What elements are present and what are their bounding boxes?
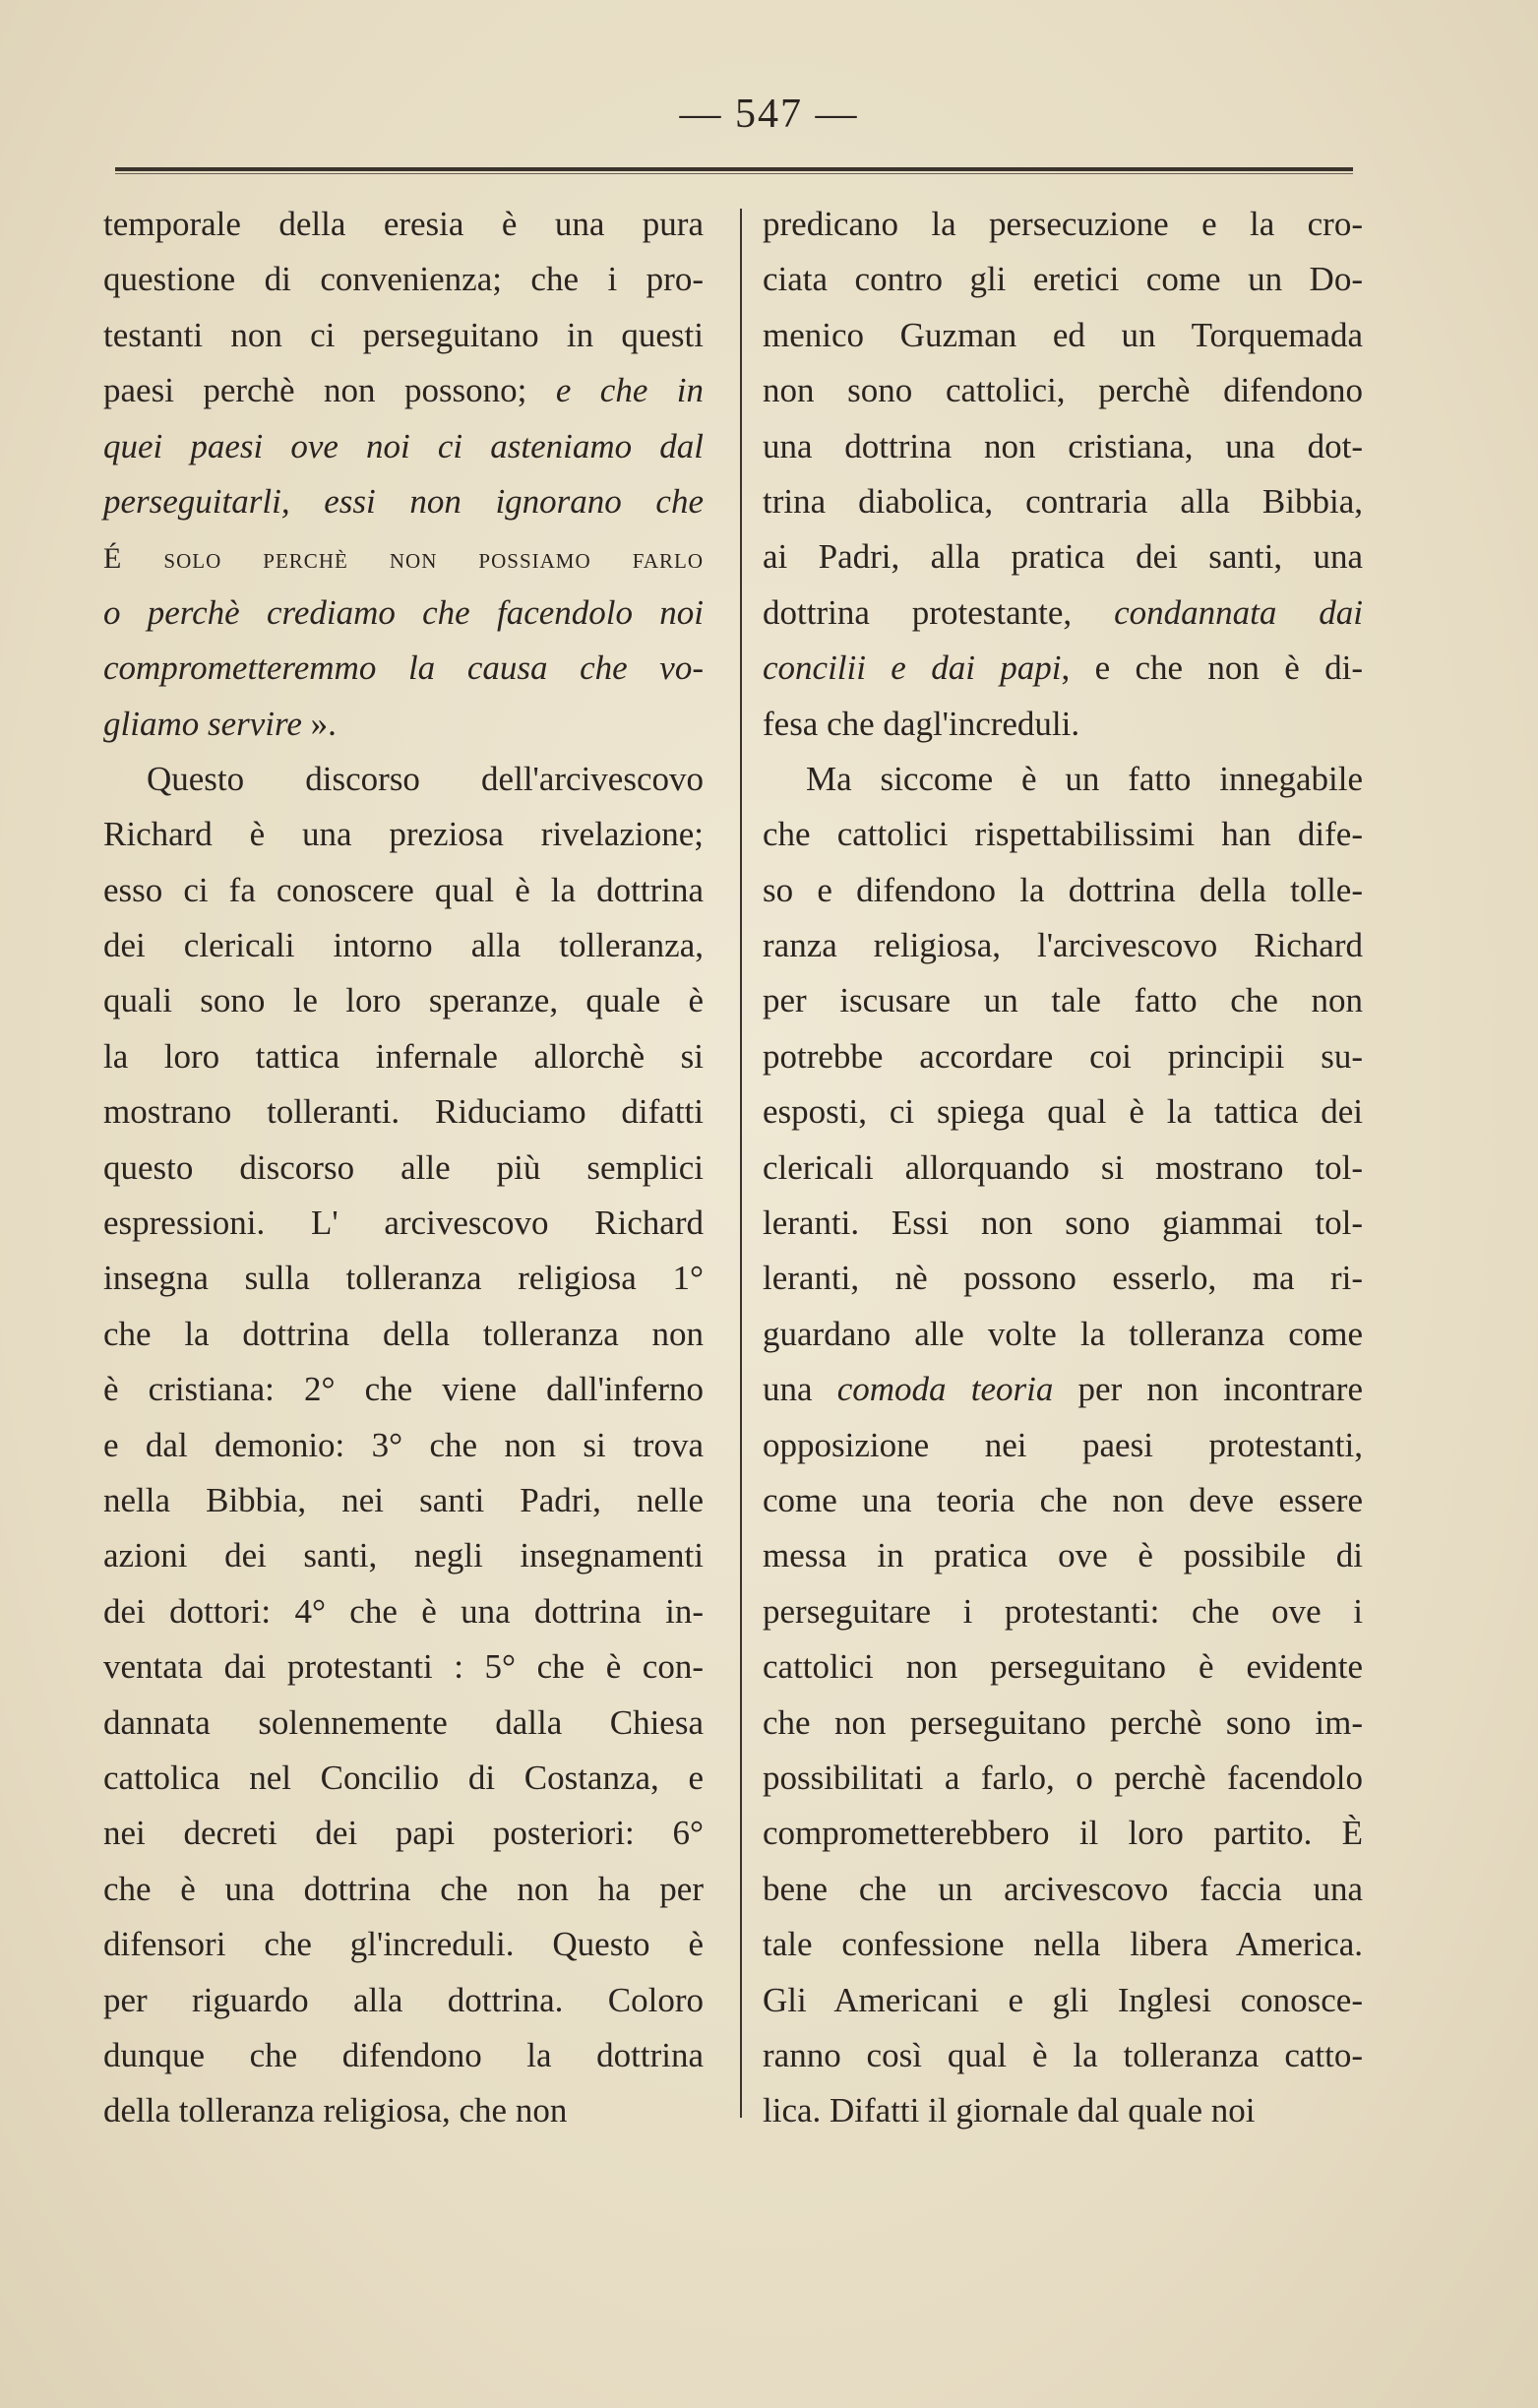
text-line [763, 697, 1363, 752]
text-line [103, 474, 704, 529]
text-segment: dunque che difendono la dottrina [103, 2035, 704, 2074]
text-line [763, 1473, 1363, 1528]
text-line [763, 197, 1363, 252]
text-line [763, 1528, 1363, 1583]
text-segment: dei dottori: 4° che è una dottrina in- [103, 1591, 704, 1631]
text-segment: una [763, 1370, 837, 1409]
right-column [763, 197, 1363, 2139]
text-segment: Questo discorso dell'arcivescovo [147, 759, 704, 798]
text-line [763, 1639, 1363, 1695]
text-line [763, 1084, 1363, 1140]
text-segment: dei clericali intorno alla tolleranza, [103, 926, 704, 965]
text-line [103, 973, 704, 1028]
text-line [103, 1307, 704, 1362]
text-line [103, 1806, 704, 1861]
text-segment: leranti, nè possono esserlo, ma ri- [763, 1259, 1363, 1298]
text-segment: ». [301, 704, 337, 743]
text-segment: perseguitare i protestanti: che ove i [763, 1591, 1363, 1631]
text-segment: nella Bibbia, nei santi Padri, nelle [103, 1480, 704, 1519]
text-segment: ciata contro gli eretici come un Do- [763, 260, 1363, 299]
text-segment: insegna sulla tolleranza religiosa 1° [103, 1259, 704, 1298]
text-segment: cattolica nel Concilio di Costanza, e [103, 1758, 704, 1797]
text-line [103, 1584, 704, 1639]
text-segment: non sono cattolici, perchè difendono [763, 371, 1363, 410]
text-line [103, 1862, 704, 1917]
text-segment: esso ci fa conoscere qual è la dottrina [103, 870, 704, 909]
italic-text: e che in [555, 371, 704, 410]
text-segment: e dal demonio: 3° che non si trova [103, 1425, 704, 1464]
text-line [103, 1362, 704, 1417]
text-segment: per iscusare un tale fatto che non [763, 981, 1363, 1020]
text-line [103, 252, 704, 307]
italic-text: gliamo servire [103, 704, 302, 743]
text-segment: ranno così qual è la tolleranza catto- [763, 2035, 1363, 2074]
text-line [763, 252, 1363, 307]
text-segment: so e difendono la dottrina della tolle- [763, 870, 1363, 909]
text-line [763, 1141, 1363, 1196]
text-line [763, 1418, 1363, 1473]
text-segment: della tolleranza religiosa, che non [103, 2091, 568, 2130]
text-segment: è cristiana: 2° che viene dall'inferno [103, 1370, 704, 1409]
page-number: — 547 — [679, 92, 859, 137]
text-segment: per riguardo alla dottrina. Coloro [103, 1980, 704, 2019]
text-line [763, 1751, 1363, 1806]
text-line [763, 641, 1363, 696]
text-segment: testanti non ci perseguitano in questi [103, 315, 704, 354]
text-line [103, 697, 704, 752]
left-column [103, 197, 704, 2139]
text-line [103, 752, 704, 807]
text-line [763, 474, 1363, 529]
text-line [103, 1528, 704, 1583]
text-segment: tale confessione nella libera America. [763, 1925, 1363, 1964]
text-segment: dottrina protestante, [763, 592, 1115, 632]
text-line [763, 918, 1363, 973]
text-line [763, 1196, 1363, 1251]
text-segment: lica. Difatti il giornale dal quale noi [763, 2091, 1256, 2130]
text-segment: leranti. Essi non sono giammai tol- [763, 1204, 1363, 1243]
text-segment: come una teoria che non deve essere [763, 1480, 1363, 1519]
italic-text: condannata dai [1114, 592, 1363, 632]
text-segment: questione di convenienza; che i pro- [103, 260, 704, 299]
small-caps-text: É solo perchè non possiamo farlo [103, 542, 704, 576]
text-segment: Gli Americani e gli Inglesi conosce- [763, 1980, 1363, 2019]
italic-text: comoda teoria [836, 1370, 1054, 1409]
text-line [103, 807, 704, 862]
text-line [763, 1029, 1363, 1084]
text-segment: paesi perchè non possono; [103, 371, 556, 410]
text-line [103, 1251, 704, 1306]
text-line [763, 1362, 1363, 1417]
text-segment: fesa che dagl'increduli. [763, 704, 1080, 743]
text-segment: questo discorso alle più semplici [103, 1147, 704, 1187]
text-segment: messa in pratica ove è possibile di [763, 1536, 1363, 1575]
text-segment: possibilitati a farlo, o perchè facendolo [763, 1758, 1363, 1797]
text-line [103, 863, 704, 918]
text-segment: temporale della eresia è una pura [103, 205, 704, 243]
text-segment: quali sono le loro speranze, quale è [103, 981, 704, 1020]
text-segment: azioni dei santi, negli insegnamenti [103, 1536, 704, 1575]
text-segment: menico Guzman ed un Torquemada [763, 315, 1363, 354]
text-segment: clericali allorquando si mostrano tol- [763, 1147, 1363, 1187]
text-segment: che cattolici rispettabilissimi han dife- [763, 815, 1363, 854]
text-line [103, 1196, 704, 1251]
text-line [763, 1917, 1363, 1972]
text-line [103, 641, 704, 696]
text-line [103, 918, 704, 973]
text-line [103, 363, 704, 418]
text-line [103, 2083, 704, 2138]
text-segment: Richard è una preziosa rivelazione; [103, 815, 704, 854]
text-line [763, 308, 1363, 363]
text-line [103, 1084, 704, 1140]
text-line [763, 363, 1363, 418]
text-segment: mostrano tolleranti. Riduciamo difatti [103, 1092, 704, 1132]
text-line [103, 1639, 704, 1695]
text-line [763, 2083, 1363, 2138]
text-line [763, 1696, 1363, 1751]
text-line [763, 1862, 1363, 1917]
text-line [763, 752, 1363, 807]
text-segment: comprometterebbero il loro partito. È [763, 1814, 1363, 1853]
text-line [763, 1251, 1363, 1306]
text-line [763, 807, 1363, 862]
text-segment: difensori che gl'increduli. Questo è [103, 1925, 704, 1964]
italic-text: o perchè crediamo che facendolo noi [103, 592, 704, 632]
text-line [763, 2028, 1363, 2083]
text-line [763, 973, 1363, 1028]
text-segment: predicano la persecuzione e la cro- [763, 205, 1363, 243]
text-line [103, 1973, 704, 2028]
text-segment: che è una dottrina che non ha per [103, 1869, 704, 1908]
italic-text: concilii e dai papi [763, 648, 1062, 688]
italic-text: perseguitarli, essi non ignorano che [103, 481, 704, 521]
text-line [103, 586, 704, 641]
text-line [103, 197, 704, 252]
text-segment: che non perseguitano perchè sono im- [763, 1702, 1363, 1742]
text-segment: Ma siccome è un fatto innegabile [806, 759, 1363, 798]
text-line [103, 1418, 704, 1473]
italic-text: quei paesi ove noi ci asteniamo dal [103, 426, 704, 465]
text-line [763, 1307, 1363, 1362]
text-segment: ai Padri, alla pratica dei santi, una [763, 537, 1363, 577]
text-segment: nei decreti dei papi posteriori: 6° [103, 1814, 704, 1853]
text-segment: ranza religiosa, l'arcivescovo Richard [763, 926, 1363, 965]
text-line [763, 863, 1363, 918]
text-line [103, 1029, 704, 1084]
text-line [103, 308, 704, 363]
text-segment: opposizione nei paesi protestanti, [763, 1425, 1363, 1464]
header-rule [115, 167, 1353, 174]
text-line [763, 529, 1363, 585]
text-line [103, 1917, 704, 1972]
text-line [103, 529, 704, 585]
text-segment: che la dottrina della tolleranza non [103, 1314, 704, 1353]
text-line [103, 419, 704, 474]
text-line [103, 1141, 704, 1196]
text-segment: la loro tattica infernale allorchè si [103, 1036, 704, 1076]
text-segment: una dottrina non cristiana, una dot- [763, 426, 1363, 465]
text-segment: per non incontrare [1053, 1370, 1363, 1409]
text-line [763, 1973, 1363, 2028]
text-segment: potrebbe accordare coi principii su- [763, 1036, 1363, 1076]
text-line [103, 2028, 704, 2083]
text-line [763, 1584, 1363, 1639]
text-segment: trina diabolica, contraria alla Bibbia, [763, 481, 1363, 521]
text-line [103, 1696, 704, 1751]
text-line [103, 1473, 704, 1528]
text-segment: cattolici non perseguitano è evidente [763, 1647, 1363, 1687]
text-segment: bene che un arcivescovo faccia una [763, 1869, 1363, 1908]
text-segment: dannata solennemente dalla Chiesa [103, 1702, 704, 1742]
column-divider [740, 209, 742, 2118]
text-line [763, 419, 1363, 474]
text-line [103, 1751, 704, 1806]
text-segment: espressioni. L' arcivescovo Richard [103, 1204, 704, 1243]
text-segment: guardano alle volte la tolleranza come [763, 1314, 1363, 1353]
text-line [763, 586, 1363, 641]
text-segment: esposti, ci spiega qual è la tattica dei [763, 1092, 1363, 1132]
text-segment: , e che non è di- [1061, 648, 1363, 688]
text-segment: ventata dai protestanti : 5° che è con- [103, 1647, 704, 1687]
text-line [763, 1806, 1363, 1861]
italic-text: comprometteremmo la causa che vo- [103, 648, 704, 688]
